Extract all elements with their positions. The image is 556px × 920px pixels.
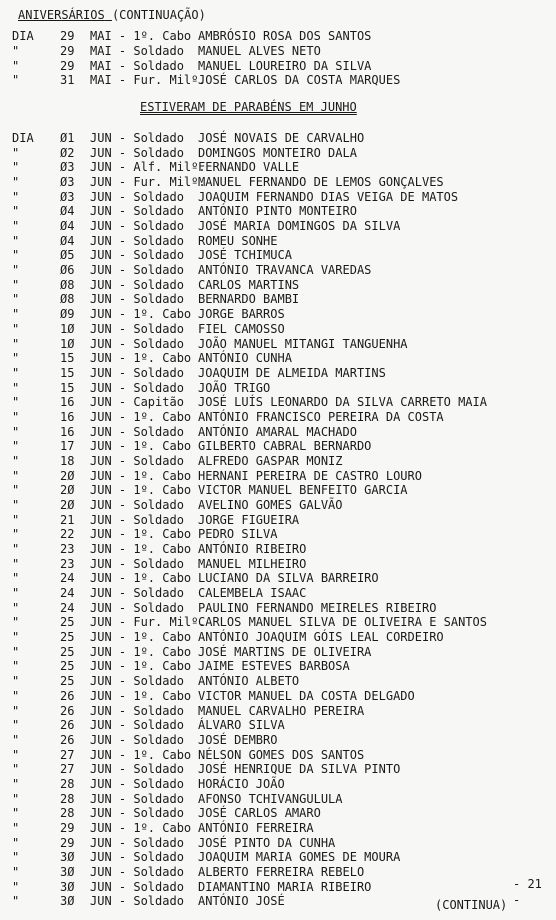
day-number: 2Ø [60,468,75,483]
list-item [0,322,556,337]
person-name: JOSÉ PINTO DA CUNHA [198,835,336,850]
rank-text: JUN - 1º. Cabo [90,820,192,835]
list-item [0,762,556,777]
person-name: DIAMANTINO MARIA RIBEIRO [198,879,372,894]
rank-text: JUN - Soldado [90,865,184,879]
day-number: Ø8 [60,277,75,292]
day-number: 2Ø [60,483,75,498]
day-number: Ø3 [60,189,75,204]
ditto-mark: " [12,747,20,762]
list-item [0,248,556,263]
day-number: 1Ø [60,336,75,351]
list-item [0,527,556,542]
person-name: JOSÉ MARIA DOMINGOS DA SILVA [198,219,401,234]
ditto-mark: " [12,688,20,703]
ditto-mark: " [12,512,20,527]
day-number: 23 [60,542,75,557]
person-name: CARLOS MANUEL SILVA DE OLIVEIRA E SANTOS [198,615,487,630]
day-number: Ø3 [60,175,75,190]
person-name: AVELINO GOMES GALVÃO [198,498,343,512]
person-name: ALFREDO GASPAR MONIZ [198,453,343,468]
ditto-mark: " [12,762,20,777]
rank-text: JUN - 1º. Cabo [90,542,192,557]
list-item [0,865,556,880]
rank-text: JUN - Soldado [90,277,184,292]
person-name: MANUEL LOUREIRO DA SILVA [198,58,372,73]
day-number: Ø1 [60,131,75,145]
rank-text: JUN - Soldado [90,806,184,821]
day-number: Ø3 [60,160,75,175]
day-number: 25 [60,659,75,674]
rank-text: JUN - Soldado [90,292,184,307]
rank-text: JUN - 1º. Cabo [90,688,192,703]
person-name: MANUEL CARVALHO PEREIRA [198,703,365,718]
rank-text: JUN - Soldado [90,131,184,145]
list-item [0,689,556,704]
ditto-mark: " [12,409,20,424]
person-name: FERNANDO VALLE [198,160,300,175]
ditto-mark: " [12,248,20,263]
ditto-mark: " [12,58,20,73]
ditto-mark: " [12,806,20,821]
rank-text: JUN - Soldado [90,732,184,747]
person-name: FIEL CAMOSSO [198,321,285,336]
person-name: PEDRO SILVA [198,527,278,542]
ditto-mark: " [12,630,20,645]
ditto-mark: DIA [12,29,34,43]
ditto-mark: " [12,659,20,674]
list-item [0,29,556,44]
list-item [0,44,556,59]
day-number: 15 [60,365,75,380]
ditto-mark: " [12,292,20,307]
person-name: ANTÓNIO FRANCISCO PEREIRA DA COSTA [198,409,444,424]
list-item [0,307,556,322]
ditto-mark: " [12,73,20,88]
day-number: 28 [60,776,75,791]
rank-text: JUN - 1º. Cabo [90,468,192,483]
day-number: 2Ø [60,498,75,512]
rank-text: JUN - Soldado [90,512,184,527]
list-item [0,425,556,440]
ditto-mark: " [12,865,20,879]
list-item [0,263,556,278]
ditto-mark: " [12,718,20,733]
person-name: JORGE BARROS [198,307,285,322]
person-name: VICTOR MANUEL BENFEITO GARCIA [198,483,408,498]
person-name: JOSÉ TCHIMUCA [198,248,292,263]
list-item [0,748,556,763]
rank-text: JUN - 1º. Cabo [90,439,192,454]
list-item [0,395,556,410]
ditto-mark: " [12,850,20,865]
rank-text: JUN - 1º. Cabo [90,527,192,542]
ditto-mark: DIA [12,131,34,145]
rank-text: JUN - Capitão [90,395,184,410]
rank-text: JUN - Soldado [90,424,184,439]
list-item [0,704,556,719]
rank-text: JUN - Soldado [90,248,184,263]
list-item [0,542,556,557]
rank-text: JUN - Soldado [90,219,184,234]
day-number: 3Ø [60,894,75,909]
day-number: Ø4 [60,204,75,219]
day-number: 22 [60,527,75,542]
list-item [0,571,556,586]
day-number: 24 [60,571,75,586]
list-item [0,234,556,249]
rank-text: JUN - 1º. Cabo [90,747,192,762]
person-name: JOAQUIM DE ALMEIDA MARTINS [198,365,386,380]
ditto-mark: " [12,160,20,175]
rank-text: JUN - Soldado [90,600,184,615]
ditto-mark: " [12,277,20,292]
rank-text: MAI - Soldado [90,43,184,58]
ditto-mark: " [12,204,20,219]
person-name: MANUEL ALVES NETO [198,43,321,58]
ditto-mark: " [12,542,20,557]
day-number: 27 [60,762,75,777]
day-number: 29 [60,820,75,835]
ditto-mark: " [12,600,20,615]
list-item [0,586,556,601]
day-number: 25 [60,644,75,659]
day-number: 24 [60,600,75,615]
header-title-text: ANIVERSÁRIOS [18,8,105,22]
list-item [0,204,556,219]
person-name: JAIME ESTEVES BARBOSA [198,659,350,674]
rank-text: JUN - Soldado [90,718,184,733]
rank-text: JUN - 1º. Cabo [90,571,192,586]
list-item [0,498,556,513]
list-item [0,292,556,307]
list-item [0,733,556,748]
list-item [0,821,556,836]
person-name: HERNANI PEREIRA DE CASTRO LOURO [198,468,422,483]
person-name: AFONSO TCHIVANGULULA [198,791,343,806]
person-name: ALBERTO FERREIRA REBELO [198,865,365,879]
list-item [0,659,556,674]
rank-text: JUN - 1º. Cabo [90,409,192,424]
person-name: ROMEU SONHE [198,233,278,248]
ditto-mark: " [12,424,20,439]
rank-text: JUN - Soldado [90,776,184,791]
person-name: JORGE FIGUEIRA [198,512,300,527]
day-number: 25 [60,630,75,645]
list-item [0,836,556,851]
list-item [0,381,556,396]
person-name: ANTÓNIO AMARAL MACHADO [198,424,357,439]
person-name: AMBRÓSIO ROSA DOS SANTOS [198,29,372,43]
day-number: 29 [60,58,75,73]
person-name: JOAQUIM FERNANDO DIAS VEIGA DE MATOS [198,189,459,204]
ditto-mark: " [12,175,20,190]
list-item [0,601,556,616]
rank-text: JUN - Soldado [90,336,184,351]
day-number: Ø4 [60,219,75,234]
ditto-mark: " [12,468,20,483]
ditto-mark: " [12,527,20,542]
list-item [0,645,556,660]
list-item [0,219,556,234]
day-number: Ø4 [60,233,75,248]
day-number: 15 [60,351,75,366]
ditto-mark: " [12,820,20,835]
ditto-mark: " [12,483,20,498]
rank-text: JUN - Soldado [90,189,184,204]
ditto-mark: " [12,791,20,806]
list-item [0,175,556,190]
person-name: ANTÓNIO FERREIRA [198,820,314,835]
rank-text: JUN - Fur. Milº. [90,615,206,630]
ditto-mark: " [12,321,20,336]
list-item [0,674,556,689]
rank-text: JUN - 1º. Cabo [90,483,192,498]
day-number: 26 [60,718,75,733]
list-item [0,59,556,74]
rank-text: JUN - Soldado [90,703,184,718]
day-number: Ø8 [60,292,75,307]
person-name: CARLOS MARTINS [198,277,300,292]
day-number: 17 [60,439,75,454]
rank-text: MAI - Fur. Milº. [90,73,206,88]
rank-text: MAI - Soldado [90,58,184,73]
list-item [0,880,556,895]
person-name: JOSÉ LUÍS LEONARDO DA SILVA CARRETO MAIA [198,395,487,410]
ditto-mark: " [12,233,20,248]
list-item [0,366,556,381]
ditto-mark: " [12,365,20,380]
day-number: 18 [60,453,75,468]
rank-text: JUN - Soldado [90,380,184,395]
ditto-mark: " [12,644,20,659]
ditto-mark: " [12,498,20,512]
day-number: Ø9 [60,307,75,322]
day-number: 25 [60,674,75,689]
person-name: MANUEL MILHEIRO [198,556,307,571]
person-name: JOAQUIM MARIA GOMES DE MOURA [198,850,401,865]
day-number: 21 [60,512,75,527]
ditto-mark: " [12,439,20,454]
person-name: VICTOR MANUEL DA COSTA DELGADO [198,688,415,703]
day-number: 3Ø [60,865,75,879]
rank-text: JUN - Soldado [90,453,184,468]
header-suffix: (CONTINUAÇÃO) [111,8,206,22]
list-item [0,850,556,865]
rank-text: JUN - Soldado [90,365,184,380]
person-name: JOSÉ NOVAIS DE CARVALHO [198,131,365,145]
person-name: ANTÓNIO ALBETO [198,674,300,689]
list-item [0,160,556,175]
day-number: 16 [60,424,75,439]
day-number: 29 [60,43,75,58]
list-item [0,131,556,146]
list-item [0,146,556,161]
person-name: ANTÓNIO JOAQUIM GÓIS LEAL CORDEIRO [198,630,444,645]
list-item [0,454,556,469]
list-item [0,513,556,528]
day-number: 3Ø [60,879,75,894]
ditto-mark: " [12,586,20,601]
day-number: 28 [60,806,75,821]
day-number: 31 [60,73,75,88]
rank-text: JUN - Soldado [90,791,184,806]
day-number: 15 [60,380,75,395]
day-number: 16 [60,409,75,424]
header-title [18,7,206,23]
rank-text: JUN - Soldado [90,674,184,689]
list-item [0,351,556,366]
list-item [0,410,556,425]
ditto-mark: " [12,453,20,468]
person-name: JOÃO TRIGO [198,380,271,395]
ditto-mark: " [12,732,20,747]
ditto-mark: " [12,894,20,909]
ditto-mark: " [12,307,20,322]
day-number: 25 [60,615,75,630]
person-name: BERNARDO BAMBI [198,292,300,307]
day-number: 26 [60,732,75,747]
person-name: MANUEL FERNANDO DE LEMOS GONÇALVES [198,175,444,190]
ditto-mark: " [12,703,20,718]
ditto-mark: " [12,835,20,850]
person-name: ANTÓNIO CUNHA [198,351,292,366]
ditto-mark: " [12,263,20,278]
ditto-mark: " [12,336,20,351]
list-item [0,278,556,293]
ditto-mark: " [12,615,20,630]
list-item [0,718,556,733]
rank-text: JUN - Soldado [90,204,184,219]
person-name: ANTÓNIO JOSÉ [198,894,285,909]
ditto-mark: " [12,351,20,366]
ditto-mark: " [12,395,20,410]
person-name: JOSÉ CARLOS DA COSTA MARQUES [198,73,401,88]
section-title: ESTIVERAM DE PARABÉNS EM JUNHO [140,100,357,114]
day-number: 3Ø [60,850,75,865]
day-number: 28 [60,791,75,806]
day-number: 26 [60,703,75,718]
list-item [0,483,556,498]
day-number: Ø5 [60,248,75,263]
rank-text: JUN - Soldado [90,586,184,601]
list-item [0,439,556,454]
rank-text: JUN - 1º. Cabo [90,351,192,366]
list-item [0,806,556,821]
day-number: 26 [60,688,75,703]
ditto-mark: " [12,43,20,58]
person-name: ANTÓNIO TRAVANCA VAREDAS [198,263,372,278]
ditto-mark: " [12,219,20,234]
day-number: 24 [60,586,75,601]
ditto-mark: " [12,189,20,204]
rank-text: JUN - Soldado [90,879,184,894]
person-name: DOMINGOS MONTEIRO DALA [198,145,357,160]
ditto-mark: " [12,145,20,160]
day-number: 16 [60,395,75,410]
page-number: - 21 - [513,877,542,907]
day-number: 23 [60,556,75,571]
rank-text: JUN - Soldado [90,145,184,160]
list-item [0,557,556,572]
person-name: PAULINO FERNANDO MEIRELES RIBEIRO [198,600,437,615]
rank-text: JUN - 1º. Cabo [90,630,192,645]
person-name: GILBERTO CABRAL BERNARDO [198,439,372,454]
rank-text: JUN - Soldado [90,835,184,850]
list-item [0,469,556,484]
person-name: CALEMBELA ISAAC [198,586,307,601]
person-name: JOSÉ DEMBRO [198,732,278,747]
day-number: 29 [60,835,75,850]
ditto-mark: " [12,380,20,395]
rank-text: JUN - Soldado [90,850,184,865]
person-name: ANTÓNIO RIBEIRO [198,542,307,557]
person-name: ANTÓNIO PINTO MONTEIRO [198,204,357,219]
ditto-mark: " [12,556,20,571]
ditto-mark: " [12,571,20,586]
day-number: Ø6 [60,263,75,278]
person-name: JOÃO MANUEL MITANGI TANGUENHA [198,336,408,351]
continue-note: (CONTINUA) [435,898,508,912]
rank-text: JUN - Alf. Milº. [90,160,206,175]
list-item [0,777,556,792]
rank-text: JUN - Soldado [90,233,184,248]
person-name: LUCIANO DA SILVA BARREIRO [198,571,379,586]
day-number: 27 [60,747,75,762]
day-number: 1Ø [60,321,75,336]
person-name: JOSÉ HENRIQUE DA SILVA PINTO [198,762,401,777]
list-item [0,630,556,645]
rank-text: JUN - Soldado [90,321,184,336]
rank-text: JUN - Soldado [90,894,184,909]
list-item [0,73,556,88]
person-name: NÉLSON GOMES DOS SANTOS [198,747,365,762]
rank-text: JUN - 1º. Cabo [90,659,192,674]
day-number: 29 [60,29,75,43]
ditto-mark: " [12,674,20,689]
person-name: JOSÉ CARLOS AMARO [198,806,321,821]
list-item [0,792,556,807]
rank-text: JUN - Soldado [90,762,184,777]
person-name: JOSÉ MARTINS DE OLIVEIRA [198,644,372,659]
ditto-mark: " [12,776,20,791]
rank-text: MAI - 1º. Cabo [90,29,192,43]
person-name: HORÁCIO JOÃO [198,776,285,791]
list-item [0,337,556,352]
rank-text: JUN - 1º. Cabo [90,644,192,659]
rank-text: JUN - Soldado [90,263,184,278]
rank-text: JUN - Soldado [90,498,184,512]
list-item [0,190,556,205]
rank-text: JUN - Soldado [90,556,184,571]
ditto-mark: " [12,879,20,894]
day-number: Ø2 [60,145,75,160]
person-name: ÁLVARO SILVA [198,718,285,733]
rank-text: JUN - 1º. Cabo [90,307,192,322]
list-item [0,615,556,630]
rank-text: JUN - Fur. Milº. [90,175,206,190]
